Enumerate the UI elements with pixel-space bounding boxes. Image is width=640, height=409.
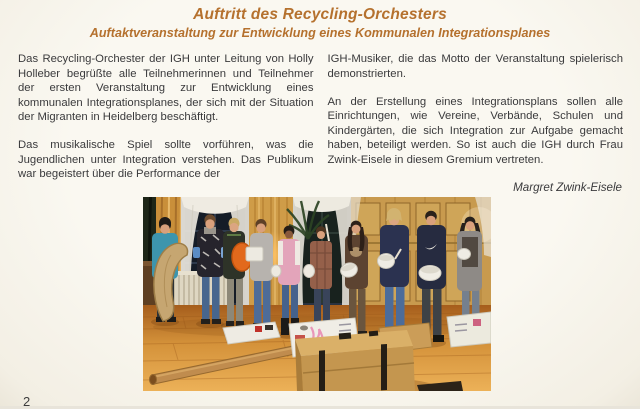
article-body (18, 52, 623, 195)
small-floor-object (300, 326, 308, 331)
left-column (18, 52, 314, 195)
paragraph: An der Erstellung eines Integrationsplans sollen alle Einrichtungen, wie Vereine, Verbände, Schulen und Kindergärten, die sich Integration zur Aufgabe gemacht haben, beteiligt werden. So ist auch die IGH durch Frau Zwink-Eisele in diesem Gremium vertreten. (327, 95, 623, 166)
page-number: 2 (23, 394, 31, 409)
paragraph: IGH-Musiker, die das Motto der Veranstaltung spielerisch demonstrierten. (327, 53, 623, 80)
paragraph: Das Recycling-Orchester der IGH unter Leitung von Holly Holleber begrüßte alle Teilnehmerinnen und Teilnehmer der ersten Veranstaltung zur Entwicklung eines kommunalen Integrationsplanes, der sich mit der Situation der Migranten in Heidelberg beschäftigt. (18, 53, 314, 123)
article-title: Auftritt des Recycling-Orchesters (193, 6, 447, 23)
article-subtitle: Auftaktveranstaltung zur Entwicklung eines Kommunalen Integrationsplanes (89, 26, 551, 40)
article-header (0, 6, 640, 41)
white-box-right (447, 312, 491, 347)
article-photo (143, 197, 491, 391)
paragraph: Das musikalische Spiel sollte vorführen, was die Jugendlichen unter Integration verstehen. Das Publikum war begeistert über die Performance der (18, 139, 314, 180)
right-column (328, 52, 624, 195)
author-signature: Margret Zwink-Eisele (513, 180, 622, 194)
